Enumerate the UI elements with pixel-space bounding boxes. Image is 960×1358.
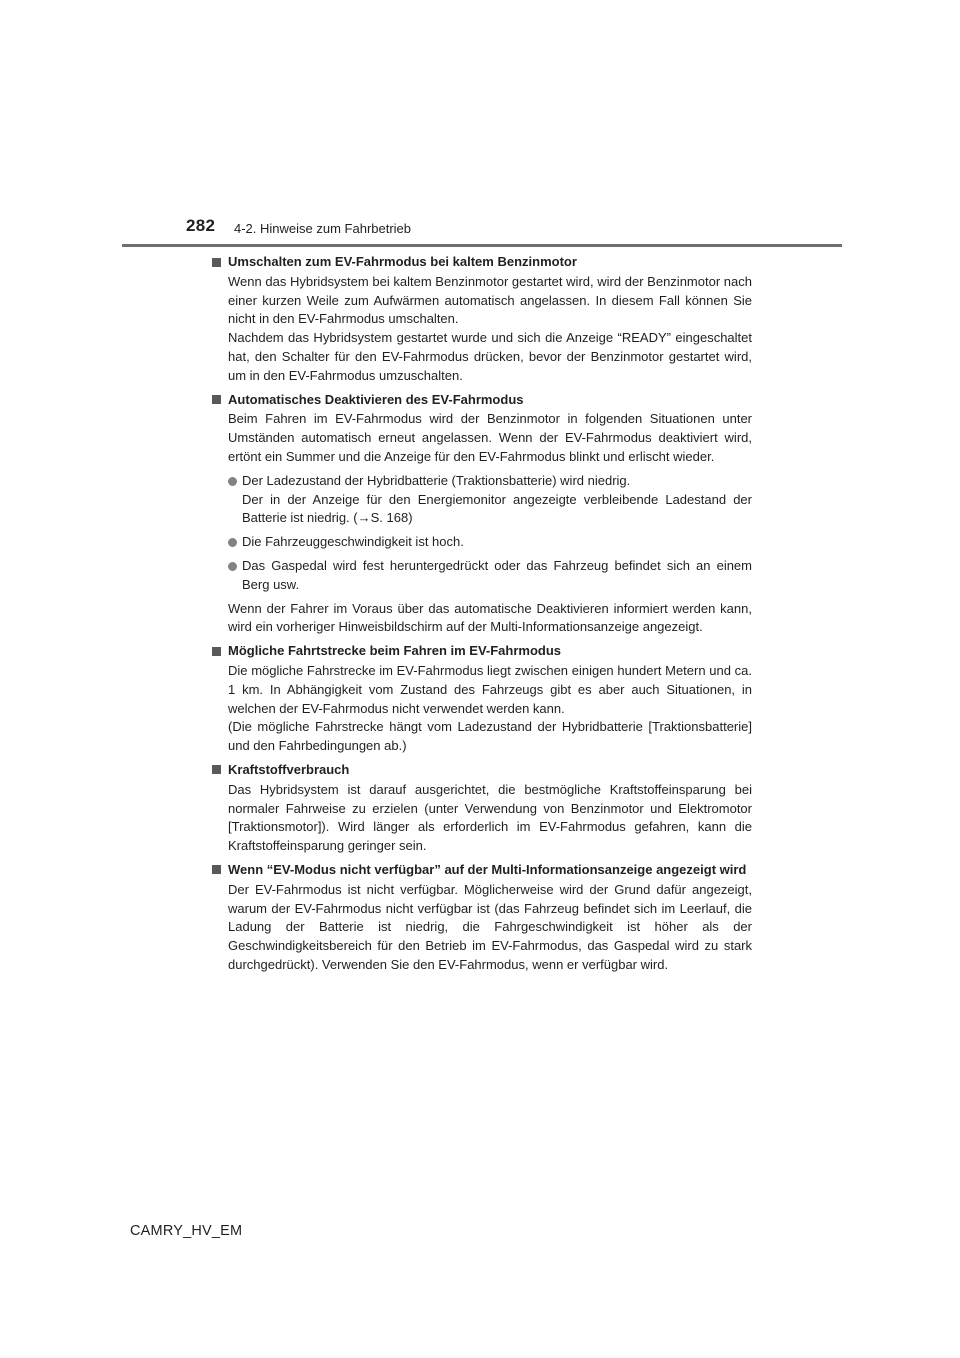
section-fuel-consumption bbox=[212, 761, 752, 856]
list-item bbox=[228, 557, 752, 595]
section-paragraph: Beim Fahren im EV-Fahrmodus wird der Benzinmotor in folgenden Situationen unter Umständen automatisch erneut angelassen. Wenn der EV-Fahrmodus deaktiviert wird, ertönt ein Summer und die Anzeige für den EV-Fahrmodus blinkt und erlischt wieder. bbox=[228, 411, 752, 464]
header-divider bbox=[122, 244, 842, 247]
round-bullet-icon bbox=[228, 562, 237, 571]
list-item bbox=[228, 472, 752, 528]
square-bullet-icon bbox=[212, 395, 221, 404]
page-number: 282 bbox=[186, 216, 216, 235]
footer-model-code: CAMRY_HV_EM bbox=[130, 1223, 243, 1239]
square-bullet-icon bbox=[212, 765, 221, 774]
section-paragraph: Nachdem das Hybridsystem gestartet wurde und sich die Anzeige “READY” eingeschaltet hat, den Schalter für den EV-Fahrmodus drücken, bevor der Benzinmotor gestartet wird, um in den EV-Fahrmodus umzuschalten. bbox=[228, 330, 752, 383]
square-bullet-icon bbox=[212, 258, 221, 267]
square-bullet-icon bbox=[212, 647, 221, 656]
section-heading bbox=[212, 642, 752, 661]
section-cold-engine bbox=[212, 253, 752, 386]
page-content bbox=[212, 253, 752, 980]
chapter-title: 4-2. Hinweise zum Fahrbetrieb bbox=[234, 221, 412, 236]
list-item-text bbox=[242, 472, 752, 528]
section-heading bbox=[212, 861, 752, 880]
section-paragraph: (Die mögliche Fahrstrecke hängt vom Ladezustand der Hybridbatterie [Traktionsbatterie] und den Fahrbedingungen ab.) bbox=[228, 719, 752, 754]
section-heading-text: Kraftstoffverbrauch bbox=[228, 761, 350, 777]
section-paragraph: Wenn das Hybridsystem bei kaltem Benzinmotor gestartet wird, wird der Benzinmotor nach einer kurzen Weile zum Aufwärmen automatisch angelassen. In diesem Fall können Sie nicht in den EV-Fahrmodus umschalten. bbox=[228, 273, 752, 327]
section-heading-text: Wenn “EV-Modus nicht verfügbar” auf der Multi-Informationsanzeige angezeigt wird bbox=[228, 861, 747, 877]
section-auto-deactivation bbox=[212, 391, 752, 638]
section-heading bbox=[212, 253, 752, 272]
section-paragraph: Die mögliche Fahrstrecke im EV-Fahrmodus liegt zwischen einigen hundert Metern und ca. 1 km. In Abhängigkeit vom Zustand des Fahrzeugs gibt es aber auch Situationen, in welchen der EV-Fahrmodus nicht verwendet werden kann. bbox=[228, 662, 752, 716]
section-ev-range bbox=[212, 642, 752, 756]
list-item-text: Die Fahrzeuggeschwindigkeit ist hoch. bbox=[242, 534, 464, 550]
condition-list bbox=[228, 472, 752, 595]
section-heading-text: Mögliche Fahrtstrecke beim Fahren im EV-Fahrmodus bbox=[228, 643, 562, 659]
section-heading bbox=[212, 391, 752, 410]
list-item bbox=[228, 533, 752, 552]
section-ev-unavailable bbox=[212, 861, 752, 975]
square-bullet-icon bbox=[212, 865, 221, 874]
section-heading-text: Umschalten zum EV-Fahrmodus bei kaltem Benzinmotor bbox=[228, 254, 577, 269]
list-item-line: Der in der Anzeige für den Energiemonitor angezeigte verbleibende Ladestand der Batterie ist niedrig. (→S. 168) bbox=[242, 491, 752, 526]
list-item-text: Das Gaspedal wird fest heruntergedrückt oder das Fahrzeug befindet sich an einem Berg usw. bbox=[242, 557, 752, 592]
round-bullet-icon bbox=[228, 477, 237, 486]
section-paragraph: Das Hybridsystem ist darauf ausgerichtet, die bestmögliche Kraftstoffeinsparung bei normaler Fahrweise zu erzielen (unter Verwendung von Benzinmotor und Elektromotor [Traktionsmotor]). Wird länger als erforderlich im EV-Fahrmodus gefahren, kann die Kraftstoffeinsparung geringer sein. bbox=[228, 781, 752, 854]
round-bullet-icon bbox=[228, 538, 237, 547]
list-item-line: Der Ladezustand der Hybridbatterie (Traktionsbatterie) wird niedrig. bbox=[242, 472, 631, 488]
section-paragraph: Wenn der Fahrer im Voraus über das automatische Deaktivieren informiert werden kann, wird ein vorheriger Hinweisbildschirm auf der Multi-Informationsanzeige angezeigt. bbox=[228, 600, 752, 635]
section-heading-text: Automatisches Deaktivieren des EV-Fahrmodus bbox=[228, 391, 524, 407]
section-heading bbox=[212, 761, 752, 780]
section-paragraph: Der EV-Fahrmodus ist nicht verfügbar. Möglicherweise wird der Grund dafür angezeigt, warum der EV-Fahrmodus nicht verfügbar ist (das Fahrzeug befindet sich im Leerlauf, die Ladung der Batterie ist niedrig, die Fahrgeschwindigkeit ist höher als der Geschwindigkeitsbereich für den Betrieb im EV-Fahrmodus, das Gaspedal wird zu stark durchgedrückt). Verwenden Sie den EV-Fahrmodus, wenn er verfügbar wird. bbox=[228, 881, 752, 972]
